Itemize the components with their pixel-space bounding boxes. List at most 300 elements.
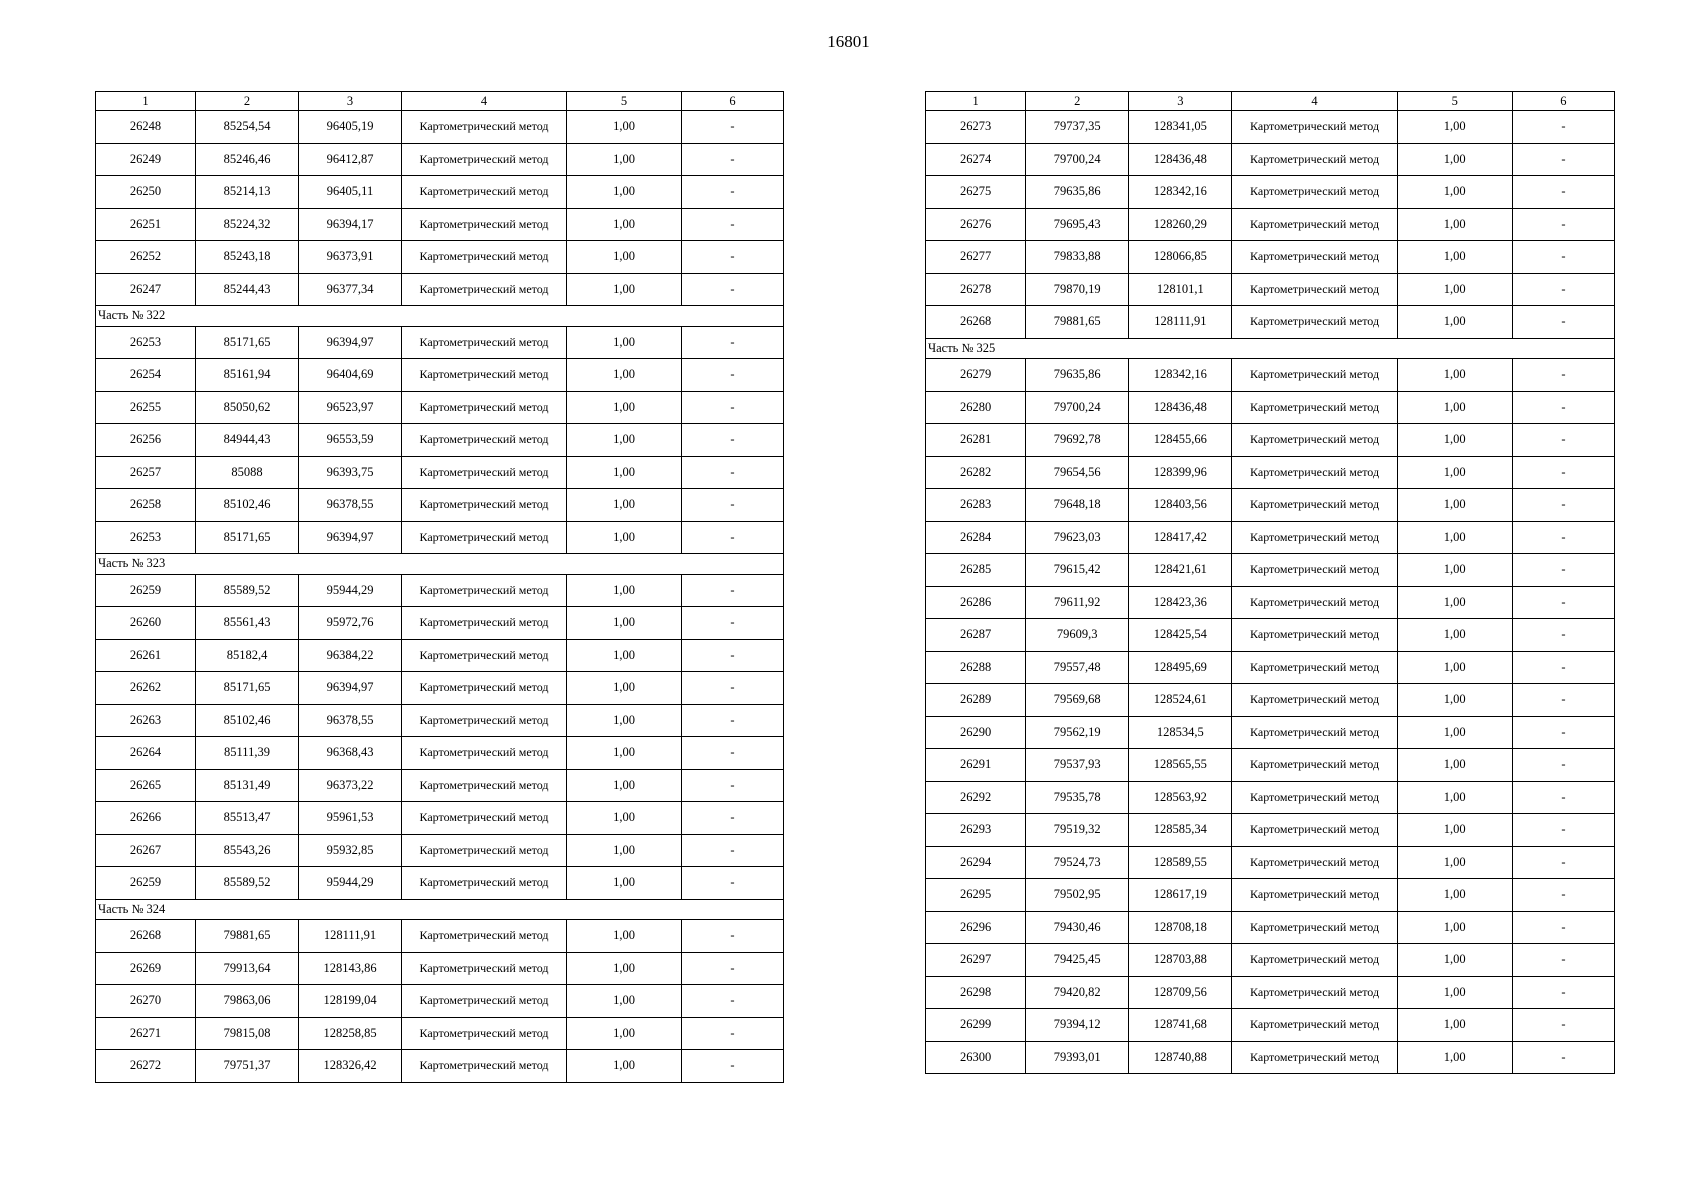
point-number-cell: 26280 <box>926 391 1026 424</box>
description-cell: - <box>1512 424 1614 457</box>
point-number-cell: 26290 <box>926 716 1026 749</box>
y-coordinate-cell: 128423,36 <box>1129 586 1232 619</box>
y-coordinate-cell: 128342,16 <box>1129 359 1232 392</box>
description-cell: - <box>1512 359 1614 392</box>
accuracy-cell: 1,00 <box>1397 716 1512 749</box>
y-coordinate-cell: 96377,34 <box>299 273 402 306</box>
table-row <box>96 920 784 953</box>
x-coordinate-cell: 85561,43 <box>196 607 299 640</box>
section-label: Часть № 325 <box>926 338 1615 359</box>
section-label: Часть № 323 <box>96 554 784 575</box>
y-coordinate-cell: 128066,85 <box>1129 241 1232 274</box>
point-number-cell: 26298 <box>926 976 1026 1009</box>
point-number-cell: 26266 <box>96 802 196 835</box>
y-coordinate-cell: 128399,96 <box>1129 456 1232 489</box>
accuracy-cell: 1,00 <box>567 241 682 274</box>
method-cell: Картометрический метод <box>402 326 567 359</box>
accuracy-cell: 1,00 <box>1397 879 1512 912</box>
description-cell: - <box>682 802 784 835</box>
description-cell: - <box>1512 846 1614 879</box>
accuracy-cell: 1,00 <box>567 607 682 640</box>
y-coordinate-cell: 128563,92 <box>1129 781 1232 814</box>
accuracy-cell: 1,00 <box>567 985 682 1018</box>
table-row <box>96 1017 784 1050</box>
table-row <box>926 489 1615 522</box>
accuracy-cell: 1,00 <box>567 867 682 900</box>
table-row <box>926 976 1615 1009</box>
x-coordinate-cell: 85254,54 <box>196 111 299 144</box>
y-coordinate-cell: 128258,85 <box>299 1017 402 1050</box>
y-coordinate-cell: 128425,54 <box>1129 619 1232 652</box>
x-coordinate-cell: 79562,19 <box>1026 716 1129 749</box>
point-number-cell: 26251 <box>96 208 196 241</box>
description-cell: - <box>682 704 784 737</box>
y-coordinate-cell: 96368,43 <box>299 737 402 770</box>
y-coordinate-cell: 128143,86 <box>299 952 402 985</box>
accuracy-cell: 1,00 <box>567 208 682 241</box>
table-row <box>926 814 1615 847</box>
table-row <box>926 716 1615 749</box>
x-coordinate-cell: 79751,37 <box>196 1050 299 1083</box>
point-number-cell: 26272 <box>96 1050 196 1083</box>
accuracy-cell: 1,00 <box>567 391 682 424</box>
accuracy-cell: 1,00 <box>1397 359 1512 392</box>
accuracy-cell: 1,00 <box>567 639 682 672</box>
accuracy-cell: 1,00 <box>567 111 682 144</box>
point-number-cell: 26256 <box>96 424 196 457</box>
table-row <box>96 241 784 274</box>
method-cell: Картометрический метод <box>402 672 567 705</box>
x-coordinate-cell: 85243,18 <box>196 241 299 274</box>
column-header-6: 6 <box>1512 92 1614 111</box>
method-cell: Картометрический метод <box>1232 424 1397 457</box>
description-cell: - <box>682 391 784 424</box>
method-cell: Картометрический метод <box>402 639 567 672</box>
method-cell: Картометрический метод <box>402 802 567 835</box>
point-number-cell: 26281 <box>926 424 1026 457</box>
description-cell: - <box>1512 619 1614 652</box>
method-cell: Картометрический метод <box>402 704 567 737</box>
method-cell: Картометрический метод <box>1232 976 1397 1009</box>
point-number-cell: 26286 <box>926 586 1026 619</box>
y-coordinate-cell: 128709,56 <box>1129 976 1232 1009</box>
table-row <box>96 359 784 392</box>
accuracy-cell: 1,00 <box>567 143 682 176</box>
description-cell: - <box>1512 651 1614 684</box>
column-header-2: 2 <box>1026 92 1129 111</box>
description-cell: - <box>1512 814 1614 847</box>
y-coordinate-cell: 96394,97 <box>299 326 402 359</box>
x-coordinate-cell: 85543,26 <box>196 834 299 867</box>
y-coordinate-cell: 128199,04 <box>299 985 402 1018</box>
y-coordinate-cell: 128740,88 <box>1129 1041 1232 1074</box>
method-cell: Картометрический метод <box>402 920 567 953</box>
accuracy-cell: 1,00 <box>567 672 682 705</box>
description-cell: - <box>682 737 784 770</box>
accuracy-cell: 1,00 <box>567 273 682 306</box>
accuracy-cell: 1,00 <box>1397 208 1512 241</box>
y-coordinate-cell: 128455,66 <box>1129 424 1232 457</box>
column-header-3: 3 <box>1129 92 1232 111</box>
table-row <box>96 456 784 489</box>
method-cell: Картометрический метод <box>402 391 567 424</box>
x-coordinate-cell: 79881,65 <box>1026 306 1129 339</box>
point-number-cell: 26273 <box>926 111 1026 144</box>
table-row <box>96 704 784 737</box>
description-cell: - <box>1512 976 1614 1009</box>
x-coordinate-cell: 85244,43 <box>196 273 299 306</box>
y-coordinate-cell: 95944,29 <box>299 867 402 900</box>
accuracy-cell: 1,00 <box>1397 273 1512 306</box>
table-row <box>96 867 784 900</box>
table-row <box>96 737 784 770</box>
y-coordinate-cell: 128101,1 <box>1129 273 1232 306</box>
y-coordinate-cell: 96553,59 <box>299 424 402 457</box>
x-coordinate-cell: 85214,13 <box>196 176 299 209</box>
x-coordinate-cell: 79420,82 <box>1026 976 1129 1009</box>
table-row <box>926 391 1615 424</box>
page-number: 16801 <box>827 32 870 51</box>
description-cell: - <box>1512 1041 1614 1074</box>
y-coordinate-cell: 128534,5 <box>1129 716 1232 749</box>
accuracy-cell: 1,00 <box>567 737 682 770</box>
point-number-cell: 26259 <box>96 867 196 900</box>
point-number-cell: 26291 <box>926 749 1026 782</box>
x-coordinate-cell: 79430,46 <box>1026 911 1129 944</box>
x-coordinate-cell: 85171,65 <box>196 521 299 554</box>
method-cell: Картометрический метод <box>402 521 567 554</box>
section-label: Часть № 322 <box>96 306 784 327</box>
table-row <box>926 306 1615 339</box>
x-coordinate-cell: 79700,24 <box>1026 391 1129 424</box>
y-coordinate-cell: 95972,76 <box>299 607 402 640</box>
x-coordinate-cell: 79737,35 <box>1026 111 1129 144</box>
table-row <box>96 111 784 144</box>
point-number-cell: 26255 <box>96 391 196 424</box>
coordinates-table-right <box>925 91 1615 1074</box>
description-cell: - <box>1512 1009 1614 1042</box>
method-cell: Картометрический метод <box>1232 306 1397 339</box>
accuracy-cell: 1,00 <box>567 326 682 359</box>
description-cell: - <box>682 176 784 209</box>
y-coordinate-cell: 128617,19 <box>1129 879 1232 912</box>
table-row <box>96 326 784 359</box>
description-cell: - <box>682 208 784 241</box>
method-cell: Картометрический метод <box>402 359 567 392</box>
point-number-cell: 26260 <box>96 607 196 640</box>
column-header-5: 5 <box>567 92 682 111</box>
x-coordinate-cell: 85171,65 <box>196 672 299 705</box>
point-number-cell: 26275 <box>926 176 1026 209</box>
accuracy-cell: 1,00 <box>567 802 682 835</box>
accuracy-cell: 1,00 <box>1397 424 1512 457</box>
point-number-cell: 26259 <box>96 574 196 607</box>
table-row <box>926 273 1615 306</box>
accuracy-cell: 1,00 <box>1397 176 1512 209</box>
y-coordinate-cell: 128703,88 <box>1129 944 1232 977</box>
description-cell: - <box>1512 554 1614 587</box>
method-cell: Картометрический метод <box>1232 911 1397 944</box>
accuracy-cell: 1,00 <box>567 456 682 489</box>
accuracy-cell: 1,00 <box>1397 1009 1512 1042</box>
x-coordinate-cell: 79425,45 <box>1026 944 1129 977</box>
point-number-cell: 26284 <box>926 521 1026 554</box>
point-number-cell: 26282 <box>926 456 1026 489</box>
table-row <box>926 208 1615 241</box>
description-cell: - <box>682 111 784 144</box>
table-row <box>96 521 784 554</box>
description-cell: - <box>1512 911 1614 944</box>
y-coordinate-cell: 128421,61 <box>1129 554 1232 587</box>
table-row <box>96 985 784 1018</box>
description-cell: - <box>682 574 784 607</box>
accuracy-cell: 1,00 <box>567 1050 682 1083</box>
point-number-cell: 26247 <box>96 273 196 306</box>
accuracy-cell: 1,00 <box>567 176 682 209</box>
table-row <box>926 176 1615 209</box>
point-number-cell: 26263 <box>96 704 196 737</box>
method-cell: Картометрический метод <box>402 607 567 640</box>
description-cell: - <box>682 521 784 554</box>
accuracy-cell: 1,00 <box>1397 241 1512 274</box>
y-coordinate-cell: 96412,87 <box>299 143 402 176</box>
description-cell: - <box>682 143 784 176</box>
accuracy-cell: 1,00 <box>1397 586 1512 619</box>
method-cell: Картометрический метод <box>1232 456 1397 489</box>
accuracy-cell: 1,00 <box>1397 143 1512 176</box>
description-cell: - <box>682 241 784 274</box>
y-coordinate-cell: 128326,42 <box>299 1050 402 1083</box>
y-coordinate-cell: 95944,29 <box>299 574 402 607</box>
table-row <box>926 1041 1615 1074</box>
point-number-cell: 26270 <box>96 985 196 1018</box>
method-cell: Картометрический метод <box>1232 273 1397 306</box>
column-header-4: 4 <box>402 92 567 111</box>
method-cell: Картометрический метод <box>1232 176 1397 209</box>
table-row <box>96 424 784 457</box>
table-row <box>926 1009 1615 1042</box>
method-cell: Картометрический метод <box>402 111 567 144</box>
point-number-cell: 26269 <box>96 952 196 985</box>
accuracy-cell: 1,00 <box>567 952 682 985</box>
table-row <box>926 586 1615 619</box>
x-coordinate-cell: 85102,46 <box>196 489 299 522</box>
point-number-cell: 26268 <box>926 306 1026 339</box>
x-coordinate-cell: 85513,47 <box>196 802 299 835</box>
section-row <box>96 306 784 327</box>
method-cell: Картометрический метод <box>402 1017 567 1050</box>
description-cell: - <box>1512 944 1614 977</box>
table-row <box>96 489 784 522</box>
accuracy-cell: 1,00 <box>567 489 682 522</box>
description-cell: - <box>682 489 784 522</box>
point-number-cell: 26249 <box>96 143 196 176</box>
accuracy-cell: 1,00 <box>1397 554 1512 587</box>
column-header-3: 3 <box>299 92 402 111</box>
point-number-cell: 26271 <box>96 1017 196 1050</box>
description-cell: - <box>682 326 784 359</box>
description-cell: - <box>682 867 784 900</box>
section-row <box>96 554 784 575</box>
method-cell: Картометрический метод <box>402 424 567 457</box>
description-cell: - <box>682 359 784 392</box>
column-header-6: 6 <box>682 92 784 111</box>
point-number-cell: 26278 <box>926 273 1026 306</box>
table-row <box>926 846 1615 879</box>
x-coordinate-cell: 79700,24 <box>1026 143 1129 176</box>
x-coordinate-cell: 79635,86 <box>1026 359 1129 392</box>
method-cell: Картометрический метод <box>402 834 567 867</box>
method-cell: Картометрический метод <box>402 985 567 1018</box>
accuracy-cell: 1,00 <box>1397 521 1512 554</box>
description-cell: - <box>682 424 784 457</box>
x-coordinate-cell: 79611,92 <box>1026 586 1129 619</box>
table-row <box>926 143 1615 176</box>
method-cell: Картометрический метод <box>402 952 567 985</box>
description-cell: - <box>1512 684 1614 717</box>
accuracy-cell: 1,00 <box>567 574 682 607</box>
table-header-row <box>926 92 1615 111</box>
y-coordinate-cell: 96393,75 <box>299 456 402 489</box>
accuracy-cell: 1,00 <box>1397 651 1512 684</box>
point-number-cell: 26268 <box>96 920 196 953</box>
method-cell: Картометрический метод <box>1232 814 1397 847</box>
point-number-cell: 26264 <box>96 737 196 770</box>
description-cell: - <box>682 1017 784 1050</box>
table-row <box>96 143 784 176</box>
x-coordinate-cell: 79615,42 <box>1026 554 1129 587</box>
table-row <box>926 749 1615 782</box>
y-coordinate-cell: 128111,91 <box>299 920 402 953</box>
table-row <box>96 672 784 705</box>
y-coordinate-cell: 96373,91 <box>299 241 402 274</box>
y-coordinate-cell: 128403,56 <box>1129 489 1232 522</box>
x-coordinate-cell: 79692,78 <box>1026 424 1129 457</box>
accuracy-cell: 1,00 <box>1397 111 1512 144</box>
accuracy-cell: 1,00 <box>1397 391 1512 424</box>
x-coordinate-cell: 85589,52 <box>196 574 299 607</box>
method-cell: Картометрический метод <box>1232 879 1397 912</box>
table-header-row <box>96 92 784 111</box>
table-row <box>96 952 784 985</box>
method-cell: Картометрический метод <box>1232 586 1397 619</box>
description-cell: - <box>682 456 784 489</box>
accuracy-cell: 1,00 <box>1397 619 1512 652</box>
accuracy-cell: 1,00 <box>1397 1041 1512 1074</box>
point-number-cell: 26295 <box>926 879 1026 912</box>
point-number-cell: 26262 <box>96 672 196 705</box>
point-number-cell: 26274 <box>926 143 1026 176</box>
accuracy-cell: 1,00 <box>1397 306 1512 339</box>
accuracy-cell: 1,00 <box>1397 781 1512 814</box>
x-coordinate-cell: 79519,32 <box>1026 814 1129 847</box>
point-number-cell: 26288 <box>926 651 1026 684</box>
x-coordinate-cell: 84944,43 <box>196 424 299 457</box>
table-row <box>96 607 784 640</box>
table-row <box>96 802 784 835</box>
x-coordinate-cell: 79654,56 <box>1026 456 1129 489</box>
description-cell: - <box>682 672 784 705</box>
x-coordinate-cell: 79537,93 <box>1026 749 1129 782</box>
x-coordinate-cell: 85131,49 <box>196 769 299 802</box>
accuracy-cell: 1,00 <box>1397 684 1512 717</box>
point-number-cell: 26277 <box>926 241 1026 274</box>
description-cell: - <box>682 607 784 640</box>
point-number-cell: 26261 <box>96 639 196 672</box>
method-cell: Картометрический метод <box>1232 111 1397 144</box>
method-cell: Картометрический метод <box>402 1050 567 1083</box>
point-number-cell: 26253 <box>96 521 196 554</box>
method-cell: Картометрический метод <box>1232 241 1397 274</box>
description-cell: - <box>1512 521 1614 554</box>
table-row <box>96 769 784 802</box>
description-cell: - <box>1512 143 1614 176</box>
description-cell: - <box>682 985 784 1018</box>
description-cell: - <box>1512 879 1614 912</box>
y-coordinate-cell: 96394,97 <box>299 672 402 705</box>
point-number-cell: 26287 <box>926 619 1026 652</box>
y-coordinate-cell: 128436,48 <box>1129 391 1232 424</box>
description-cell: - <box>682 273 784 306</box>
point-number-cell: 26294 <box>926 846 1026 879</box>
point-number-cell: 26252 <box>96 241 196 274</box>
table-row <box>96 639 784 672</box>
accuracy-cell: 1,00 <box>1397 976 1512 1009</box>
x-coordinate-cell: 85102,46 <box>196 704 299 737</box>
point-number-cell: 26283 <box>926 489 1026 522</box>
method-cell: Картометрический метод <box>1232 846 1397 879</box>
column-header-5: 5 <box>1397 92 1512 111</box>
description-cell: - <box>682 834 784 867</box>
table-row <box>926 911 1615 944</box>
method-cell: Картометрический метод <box>402 867 567 900</box>
x-coordinate-cell: 79502,95 <box>1026 879 1129 912</box>
accuracy-cell: 1,00 <box>567 359 682 392</box>
method-cell: Картометрический метод <box>1232 359 1397 392</box>
method-cell: Картометрический метод <box>1232 619 1397 652</box>
point-number-cell: 26276 <box>926 208 1026 241</box>
accuracy-cell: 1,00 <box>1397 846 1512 879</box>
y-coordinate-cell: 128524,61 <box>1129 684 1232 717</box>
method-cell: Картометрический метод <box>1232 716 1397 749</box>
column-header-1: 1 <box>96 92 196 111</box>
point-number-cell: 26292 <box>926 781 1026 814</box>
point-number-cell: 26299 <box>926 1009 1026 1042</box>
description-cell: - <box>1512 273 1614 306</box>
point-number-cell: 26289 <box>926 684 1026 717</box>
table-row <box>926 781 1615 814</box>
y-coordinate-cell: 128436,48 <box>1129 143 1232 176</box>
y-coordinate-cell: 128260,29 <box>1129 208 1232 241</box>
x-coordinate-cell: 85246,46 <box>196 143 299 176</box>
description-cell: - <box>682 920 784 953</box>
y-coordinate-cell: 96405,19 <box>299 111 402 144</box>
table-row <box>96 391 784 424</box>
x-coordinate-cell: 85182,4 <box>196 639 299 672</box>
y-coordinate-cell: 95961,53 <box>299 802 402 835</box>
x-coordinate-cell: 85161,94 <box>196 359 299 392</box>
x-coordinate-cell: 79881,65 <box>196 920 299 953</box>
point-number-cell: 26279 <box>926 359 1026 392</box>
y-coordinate-cell: 96405,11 <box>299 176 402 209</box>
table-row <box>926 944 1615 977</box>
y-coordinate-cell: 128342,16 <box>1129 176 1232 209</box>
method-cell: Картометрический метод <box>402 489 567 522</box>
y-coordinate-cell: 128495,69 <box>1129 651 1232 684</box>
y-coordinate-cell: 96523,97 <box>299 391 402 424</box>
y-coordinate-cell: 128708,18 <box>1129 911 1232 944</box>
description-cell: - <box>682 639 784 672</box>
